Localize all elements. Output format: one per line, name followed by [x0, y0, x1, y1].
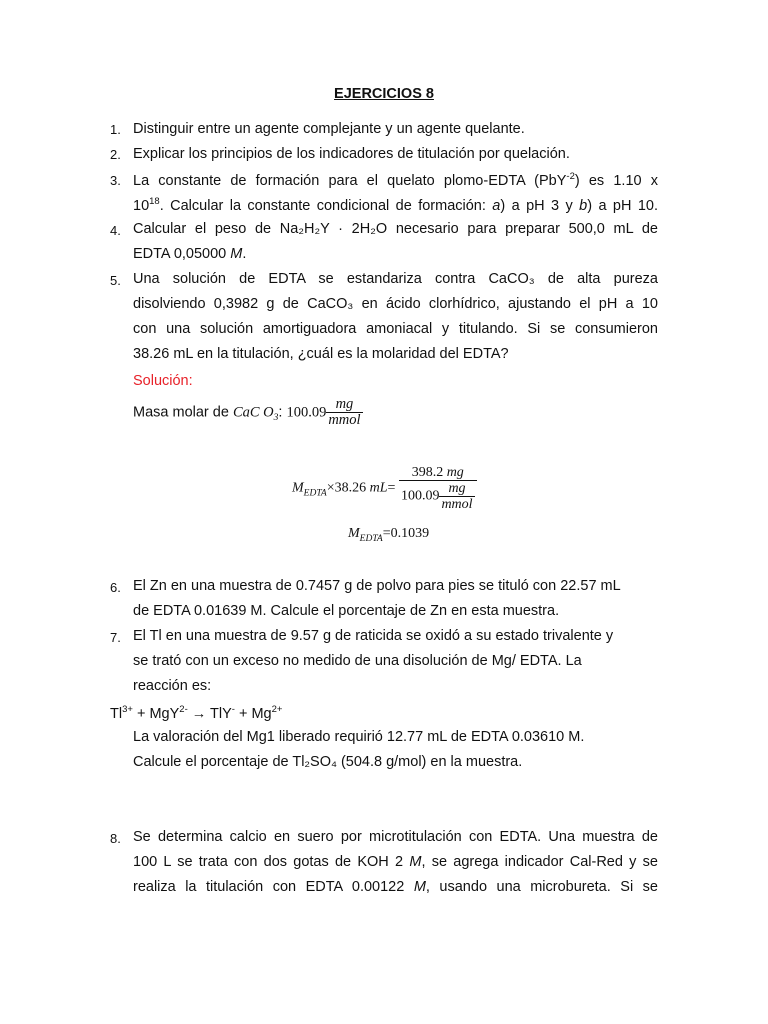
item-text-line: El Tl en una muestra de 9.57 g de raticida se oxidó a su estado trivalente y	[133, 628, 614, 644]
item-number: 7.	[110, 630, 121, 645]
molarity-equation: $M_{EDTA}\times 38.26$ mL= 398.2 mg 100.09 $\frac{mg}{\text{mmol}}$	[292, 465, 477, 512]
item-text-line: Calcular el peso de Na₂H₂Y · 2H₂O necesario para preparar 500,0 mL de	[133, 221, 658, 237]
item-text-line: La valoración del Mg1 liberado requirió 12.77 mL de EDTA 0.03610 M.	[133, 729, 585, 745]
item-number: 2.	[110, 147, 121, 162]
item-text-line: La constante de formación para el quelato plomo-EDTA (PbY$^{-2}$) es 1.10 x	[133, 171, 658, 189]
item-text-line: realiza la titulación con EDTA 0.00122 M, usando una microbureta. Si se	[133, 879, 658, 895]
item-text-line: Calcule el porcentaje de Tl₂SO₄ (504.8 g/mol) en la muestra.	[133, 754, 523, 770]
item-text-line: reacción es:	[133, 678, 212, 694]
item-number: 4.	[110, 223, 121, 238]
item-text-line: se trató con un exceso no medido de una disolución de Mg/ EDTA. La	[133, 653, 582, 669]
item-number: 6.	[110, 580, 121, 595]
item-text-line: $10^{18}$. Calcular la constante condicional de formación: a) a pH 3 y b) a pH 10.	[133, 196, 659, 214]
equation-fraction: 398.2 mg 100.09 $\frac{mg}{\text{mmol}}$	[399, 465, 477, 512]
page-title: EJERCICIOS 8	[334, 86, 434, 102]
item-text-line: 38.26 mL en la titulación, ¿cuál es la molaridad del EDTA?	[133, 346, 509, 362]
item-text-line: 100 L se trata con dos gotas de KOH 2 M, se agrega indicador Cal-Red y se	[133, 854, 658, 870]
item-text-line: con una solución amortiguadora amoniacal y titulando. Si se consumieron	[133, 321, 658, 337]
item-text-line: de EDTA 0.01639 M. Calcule el porcentaje de Zn en esta muestra.	[133, 603, 560, 619]
reaction-equation: $Tl^{3+} + MgY^{2-} \to TlY^- + Mg^{2+}$	[110, 704, 283, 722]
item-text: Explicar los principios de los indicadores de titulación por quelación.	[133, 146, 570, 162]
molarity-result: $M_{EDTA}=0.1039$	[348, 526, 430, 544]
item-number: 8.	[110, 831, 121, 846]
item-text: Distinguir entre un agente complejante y un agente quelante.	[133, 121, 525, 137]
item-text-line: Una solución de EDTA se estandariza contra CaCO₃ de alta pureza	[133, 271, 658, 287]
molar-mass-line: Masa molar de CaC $O_3$: 100.09 $\frac{mg}{\text{mmol}}$	[133, 396, 361, 428]
item-text-line: disolviendo 0,3982 g de CaCO₃ en ácido clorhídrico, ajustando el pH a 10	[133, 296, 658, 312]
arrow-icon: →	[187, 705, 211, 722]
solution-label: Solución:	[133, 373, 193, 389]
item-number: 1.	[110, 122, 121, 137]
item-text-line: EDTA 0,05000 M.	[133, 246, 247, 262]
item-number: 5.	[110, 273, 121, 288]
item-text-line: Se determina calcio en suero por microtitulación con EDTA. Una muestra de	[133, 829, 658, 845]
unit-fraction: $\frac{mg}{\text{mmol}}$	[328, 396, 361, 428]
item-number: 3.	[110, 173, 121, 188]
item-text-line: El Zn en una muestra de 0.7457 g de polvo para pies se tituló con 22.57 mL	[133, 578, 621, 594]
